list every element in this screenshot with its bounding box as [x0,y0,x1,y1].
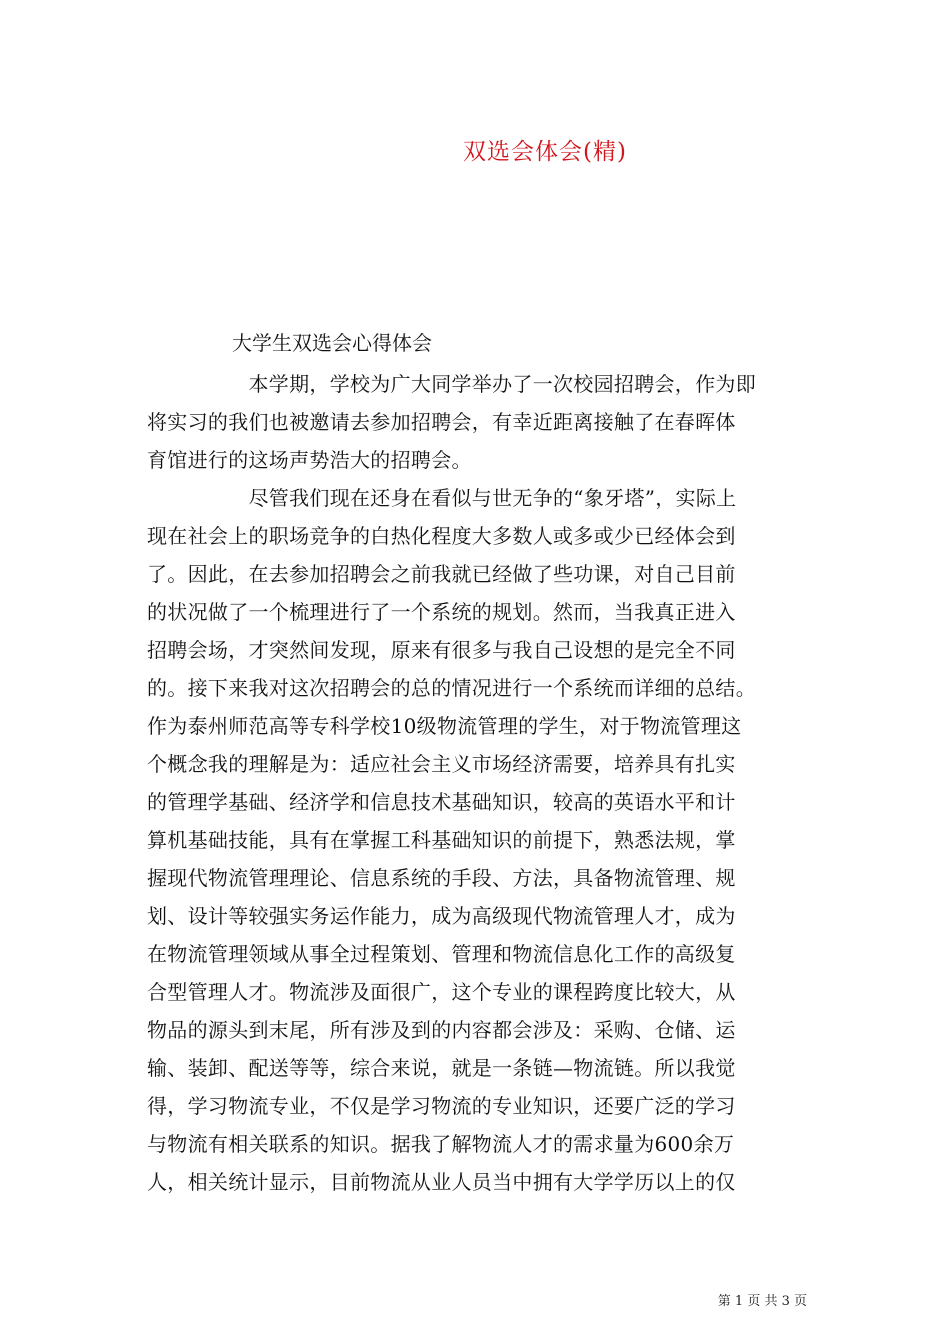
text-line: 人，相关统计显示，目前物流从业人员当中拥有大学学历以上的仅 [147,1170,736,1194]
text-line: 的。接下来我对这次招聘会的总的情况进行一个系统而详细的总结。 [147,676,756,700]
text-line: 作为泰州师范高等专科学校10级物流管理的学生，对于物流管理这 [147,714,742,738]
text-line: 将实习的我们也被邀请去参加招聘会，有幸近距离接触了在春晖体 [147,410,736,434]
text-line: 与物流有相关联系的知识。据我了解物流人才的需求量为600余万 [147,1132,735,1156]
text-line: 的状况做了一个梳理进行了一个系统的规划。然而，当我真正进入 [147,600,736,624]
text-line: 招聘会场，才突然间发现，原来有很多与我自己设想的是完全不同 [147,638,736,662]
text-line: 了。因此，在去参加招聘会之前我就已经做了些功课，对自己目前 [147,562,736,586]
text-line: 现在社会上的职场竞争的白热化程度大多数人或多或少已经体会到 [147,524,736,548]
text-line: 个概念我的理解是为：适应社会主义市场经济需要，培养具有扎实 [147,752,736,776]
text-line: 合型管理人才。物流涉及面很广，这个专业的课程跨度比较大，从 [147,980,736,1004]
text-line: 的管理学基础、经济学和信息技术基础知识，较高的英语水平和计 [147,790,736,814]
document-subtitle: 大学生双选会心得体会 [232,331,432,355]
text-line: 输、装卸、配送等等，综合来说，就是一条链—物流链。所以我觉 [147,1056,736,1080]
text-line: 握现代物流管理理论、信息系统的手段、方法，具备物流管理、规 [147,866,736,890]
text-line: 本学期，学校为广大同学举办了一次校园招聘会，作为即 [147,372,756,396]
text-line: 算机基础技能，具有在掌握工科基础知识的前提下，熟悉法规，掌 [147,828,736,852]
text-line: 尽管我们现在还身在看似与世无争的“象牙塔”，实际上 [147,486,737,510]
text-line: 在物流管理领域从事全过程策划、管理和物流信息化工作的高级复 [147,942,736,966]
text-line: 物品的源头到末尾，所有涉及到的内容都会涉及：采购、仓储、运 [147,1018,736,1042]
text-line: 划、设计等较强实务运作能力，成为高级现代物流管理人才，成为 [147,904,736,928]
text-line: 育馆进行的这场声势浩大的招聘会。 [147,448,472,472]
page-footer: 第 1 页 共 3 页 [717,1294,807,1309]
document-title: 双选会体会(精) [463,139,627,165]
text-line: 得，学习物流专业，不仅是学习物流的专业知识，还要广泛的学习 [147,1094,736,1118]
